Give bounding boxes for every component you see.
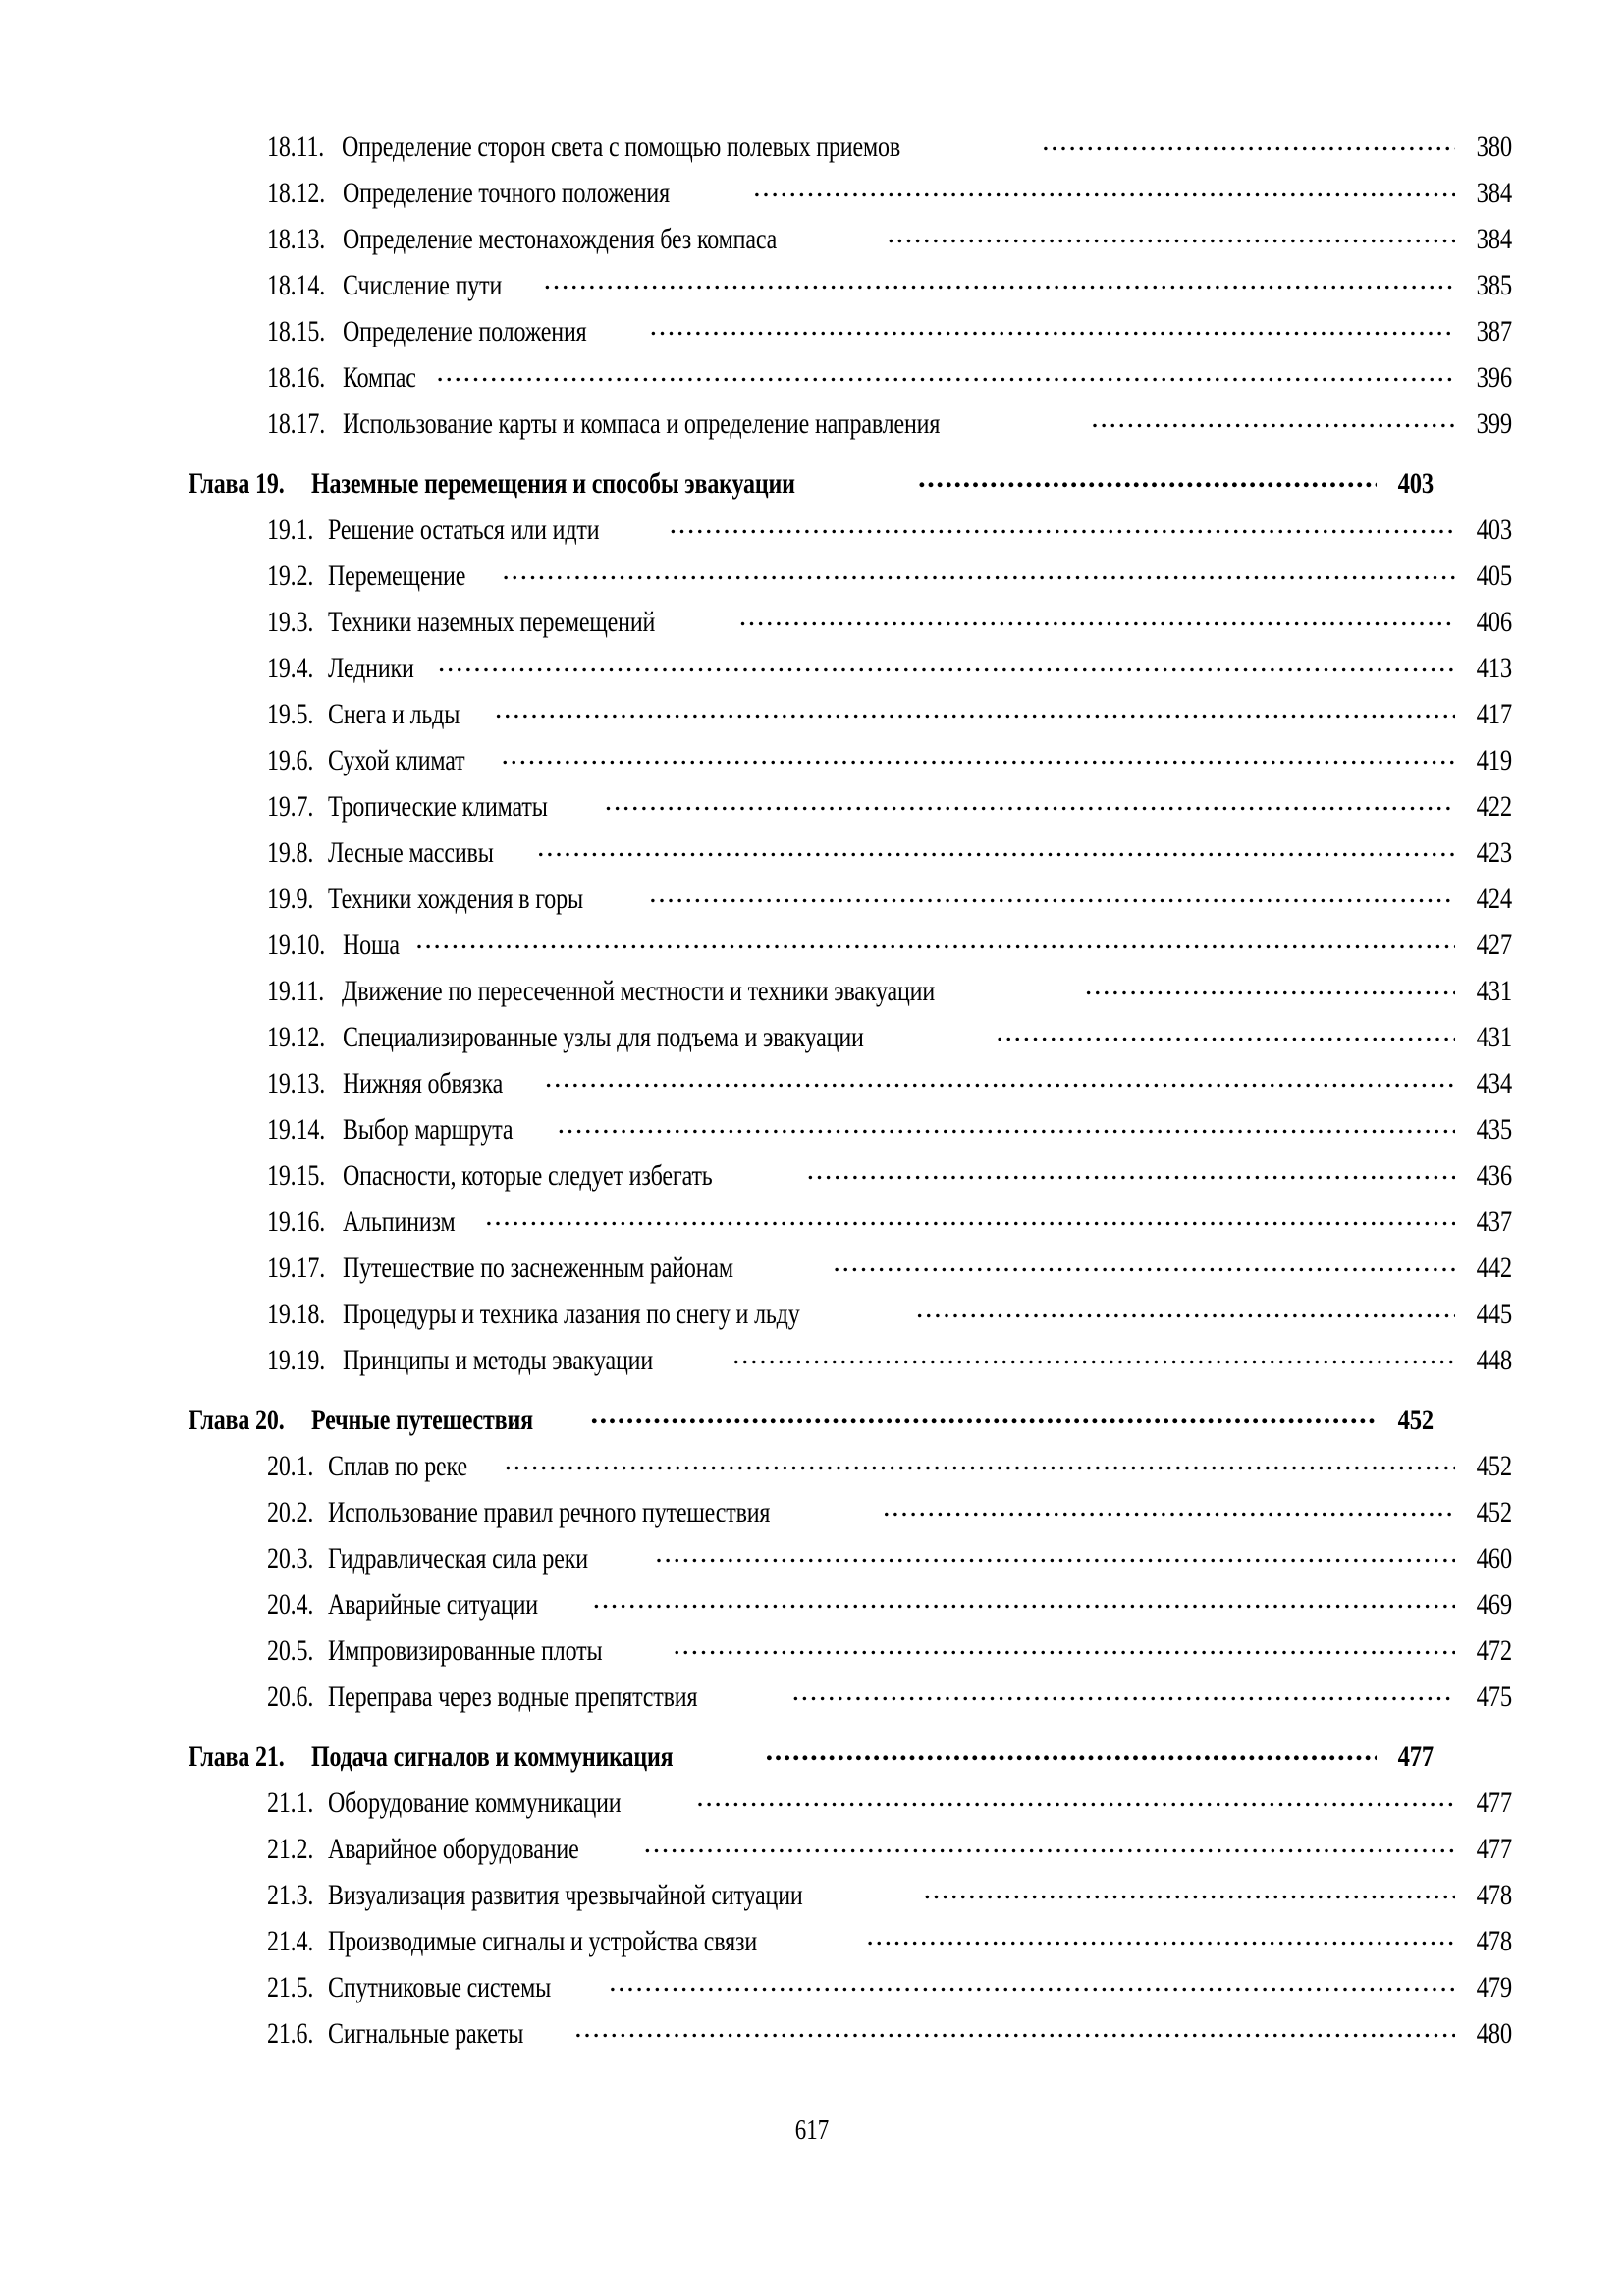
toc-entry-number: 19.19. xyxy=(267,1344,326,1376)
toc-entry-row[interactable] xyxy=(189,645,1512,691)
toc-entry-label: Подача сигналов и коммуникация xyxy=(311,1740,674,1773)
toc-entry-label: Определение точного положения xyxy=(342,177,670,209)
toc-entry-label: Принципы и методы эвакуации xyxy=(342,1344,653,1376)
toc-entry-row[interactable] xyxy=(189,1337,1512,1383)
toc-entry-label: Определение положения xyxy=(342,315,587,347)
toc-entry-page-number: 452 xyxy=(1476,1450,1512,1482)
toc-entry-page-number: 477 xyxy=(1476,1787,1512,1819)
toc-entry-page-number: 452 xyxy=(1476,1496,1512,1528)
toc-entry-page-number: 460 xyxy=(1476,1542,1512,1575)
toc-entry-label: Сигнальные ракеты xyxy=(328,2017,524,2050)
toc-entry-page-number: 387 xyxy=(1476,315,1512,347)
toc-entry-label: Процедуры и техника лазания по снегу и льду xyxy=(342,1298,800,1330)
toc-dot-leader xyxy=(609,1967,1455,1997)
toc-entry-number: 19.9. xyxy=(267,882,314,915)
toc-entry-number: 20.4. xyxy=(267,1588,314,1621)
toc-entry-number: 19.12. xyxy=(267,1021,326,1053)
toc-entry-number: 21.4. xyxy=(267,1925,314,1957)
toc-entry-number: 19.16. xyxy=(267,1205,326,1238)
toc-entry-row[interactable] xyxy=(189,1581,1512,1628)
toc-entry-number: 19.8. xyxy=(267,836,314,869)
toc-entry-page-number: 384 xyxy=(1476,223,1512,255)
toc-entry-number: 18.14. xyxy=(267,269,326,301)
toc-entry-page-number: 380 xyxy=(1476,131,1512,163)
toc-entry-page-number: 405 xyxy=(1476,560,1512,592)
toc-entry-page-number: 417 xyxy=(1476,698,1512,730)
toc-entry-label: Импровизированные плоты xyxy=(328,1634,603,1667)
toc-entry-page-number: 445 xyxy=(1476,1298,1512,1330)
toc-dot-leader xyxy=(591,1400,1377,1429)
toc-entry-label: Использование правил речного путешествия xyxy=(328,1496,771,1528)
toc-entry-page-number: 475 xyxy=(1476,1681,1512,1713)
toc-entry-page-number: 477 xyxy=(1476,1833,1512,1865)
toc-entry-row[interactable] xyxy=(189,1918,1512,1964)
toc-entry-number: Глава 19. xyxy=(189,467,285,500)
toc-entry-number: 19.15. xyxy=(267,1159,326,1192)
toc-entry-page-number: 477 xyxy=(1397,1740,1434,1773)
toc-entry-row[interactable] xyxy=(189,1489,1512,1535)
toc-entry-label: Определение местонахождения без компаса xyxy=(342,223,778,255)
toc-entry-number: 19.7. xyxy=(267,790,314,823)
toc-entry-row[interactable] xyxy=(189,1780,1512,1826)
toc-entry-label: Сухой климат xyxy=(328,744,465,776)
toc-entry-row[interactable] xyxy=(189,783,1512,829)
toc-entry-label: Снега и льды xyxy=(328,698,460,730)
toc-entry-label: Выбор маршрута xyxy=(342,1113,514,1146)
toc-entry-label: Аварийные ситуации xyxy=(328,1588,539,1621)
toc-entry-row[interactable] xyxy=(189,124,1512,170)
toc-dot-leader xyxy=(436,357,1455,387)
toc-entry-number: 19.2. xyxy=(267,560,314,592)
toc-entry-row[interactable] xyxy=(189,262,1512,308)
toc-entry-row[interactable] xyxy=(189,1152,1512,1199)
toc-entry-row[interactable] xyxy=(189,216,1512,262)
toc-entry-number: 18.12. xyxy=(267,177,326,209)
toc-entry-number: 20.1. xyxy=(267,1450,314,1482)
toc-entry-label: Переправа через водные препятствия xyxy=(328,1681,698,1713)
page-folio-number: 617 xyxy=(794,2115,830,2146)
toc-dot-leader xyxy=(644,1829,1455,1858)
toc-dot-leader xyxy=(649,879,1455,908)
toc-entry-number: 19.14. xyxy=(267,1113,326,1146)
toc-entry-number: 19.13. xyxy=(267,1067,326,1099)
toc-dot-leader xyxy=(593,1584,1455,1614)
toc-entry-label: Ледники xyxy=(328,652,414,684)
toc-entry-row[interactable] xyxy=(189,553,1512,599)
toc-entry-row[interactable] xyxy=(189,968,1512,1014)
toc-entry-number: 19.1. xyxy=(267,513,314,546)
toc-entry-label: Лесные массивы xyxy=(328,836,494,869)
toc-entry-number: 20.2. xyxy=(267,1496,314,1528)
toc-entry-number: 21.3. xyxy=(267,1879,314,1911)
toc-entry-number: 19.4. xyxy=(267,652,314,684)
toc-entry-row[interactable] xyxy=(189,829,1512,876)
toc-dot-leader xyxy=(1042,127,1455,156)
toc-entry-page-number: 403 xyxy=(1397,467,1434,500)
toc-entry-label: Альпинизм xyxy=(342,1205,456,1238)
toc-entry-page-number: 479 xyxy=(1476,1971,1512,2003)
toc-entry-row[interactable] xyxy=(189,308,1512,354)
toc-dot-leader xyxy=(438,648,1455,677)
toc-dot-leader xyxy=(792,1677,1455,1706)
toc-entry-row[interactable] xyxy=(189,1443,1512,1489)
toc-entry-row[interactable] xyxy=(189,876,1512,922)
toc-entry-label: Счисление пути xyxy=(342,269,503,301)
toc-entry-number: 21.5. xyxy=(267,1971,314,2003)
toc-entry-row[interactable] xyxy=(189,1060,1512,1106)
toc-entry-number: 19.5. xyxy=(267,698,314,730)
toc-entry-number: 18.13. xyxy=(267,223,326,255)
toc-dot-leader xyxy=(605,786,1455,816)
toc-entry-row[interactable] xyxy=(189,400,1512,447)
toc-entry-page-number: 396 xyxy=(1476,361,1512,394)
toc-dot-leader xyxy=(574,2013,1455,2043)
toc-entry-label: Тропические климаты xyxy=(328,790,548,823)
toc-entry-page-number: 435 xyxy=(1476,1113,1512,1146)
toc-dot-leader xyxy=(495,694,1455,723)
toc-entry-page-number: 419 xyxy=(1476,744,1512,776)
toc-entry-row[interactable] xyxy=(189,922,1512,968)
toc-dot-leader xyxy=(924,1875,1455,1904)
toc-entry-label: Определение сторон света с помощью полевых приемов xyxy=(341,131,900,163)
toc-entry-page-number: 480 xyxy=(1476,2017,1512,2050)
toc-dot-leader xyxy=(673,1630,1455,1660)
toc-dot-leader xyxy=(502,556,1455,585)
toc-entry-number: 19.10. xyxy=(267,929,326,961)
toc-entry-row[interactable] xyxy=(189,1872,1512,1918)
toc-entry-number: Глава 21. xyxy=(189,1740,285,1773)
toc-entry-page-number: 423 xyxy=(1476,836,1512,869)
toc-entry-page-number: 431 xyxy=(1476,1021,1512,1053)
toc-entry-page-number: 399 xyxy=(1476,407,1512,440)
toc-entry-page-number: 436 xyxy=(1476,1159,1512,1192)
toc-entry-label: Сплав по реке xyxy=(328,1450,468,1482)
toc-dot-leader xyxy=(544,265,1455,294)
toc-entry-number: 19.6. xyxy=(267,744,314,776)
toc-entry-row[interactable] xyxy=(189,1014,1512,1060)
toc-entry-number: 19.11. xyxy=(267,975,325,1007)
toc-dot-leader xyxy=(739,602,1455,631)
toc-entry-page-number: 424 xyxy=(1476,882,1512,915)
toc-entry-label: Аварийное оборудование xyxy=(328,1833,579,1865)
toc-entry-label: Компас xyxy=(342,361,416,394)
toc-dot-leader xyxy=(883,1492,1455,1522)
toc-entry-row[interactable] xyxy=(189,1106,1512,1152)
toc-dot-leader xyxy=(415,925,1455,954)
toc-entry-row[interactable] xyxy=(189,691,1512,737)
page-folio xyxy=(0,2115,1624,2147)
toc-entry-label: Движение по пересеченной местности и техники эвакуации xyxy=(341,975,935,1007)
toc-entry-label: Речные путешествия xyxy=(311,1404,534,1436)
toc-entry-page-number: 452 xyxy=(1397,1404,1434,1436)
toc-entry-page-number: 469 xyxy=(1476,1588,1512,1621)
toc-entry-number: 20.3. xyxy=(267,1542,314,1575)
toc-entry-label: Техники хождения в горы xyxy=(328,882,584,915)
toc-dot-leader xyxy=(918,463,1377,493)
toc-entry-number: 19.17. xyxy=(267,1252,326,1284)
toc-entry-page-number: 442 xyxy=(1476,1252,1512,1284)
toc-entry-label: Спутниковые системы xyxy=(328,1971,552,2003)
toc-entry-page-number: 431 xyxy=(1476,975,1512,1007)
toc-dot-leader xyxy=(1091,403,1455,433)
toc-dot-leader xyxy=(545,1063,1455,1093)
toc-entry-row[interactable] xyxy=(189,1199,1512,1245)
toc-dot-leader xyxy=(696,1783,1455,1812)
toc-entry-number: 21.1. xyxy=(267,1787,314,1819)
toc-entry-row[interactable] xyxy=(189,1674,1512,1720)
toc-entry-page-number: 437 xyxy=(1476,1205,1512,1238)
toc-entry-row[interactable] xyxy=(189,1964,1512,2010)
toc-entry-number: 18.15. xyxy=(267,315,326,347)
toc-entry-page-number: 472 xyxy=(1476,1634,1512,1667)
toc-entry-label: Перемещение xyxy=(328,560,466,592)
toc-entry-label: Опасности, которые следует избегать xyxy=(342,1159,713,1192)
toc-entry-row[interactable] xyxy=(189,2010,1512,2056)
toc-entry-page-number: 478 xyxy=(1476,1925,1512,1957)
toc-entry-label: Визуализация развития чрезвычайной ситуации xyxy=(328,1879,803,1911)
toc-entry-page-number: 413 xyxy=(1476,652,1512,684)
toc-entry-page-number: 385 xyxy=(1476,269,1512,301)
toc-dot-leader xyxy=(505,1446,1455,1475)
toc-dot-leader xyxy=(888,219,1455,248)
toc-entry-row[interactable] xyxy=(189,1628,1512,1674)
toc-entry-number: 19.3. xyxy=(267,606,314,638)
toc-entry-page-number: 384 xyxy=(1476,177,1512,209)
toc-entry-label: Техники наземных перемещений xyxy=(328,606,656,638)
toc-entry-row[interactable] xyxy=(189,170,1512,216)
toc-entry-page-number: 422 xyxy=(1476,790,1512,823)
toc-entry-label: Путешествие по заснеженным районам xyxy=(342,1252,733,1284)
toc-entry-row[interactable] xyxy=(189,507,1512,553)
toc-entry-number: 21.6. xyxy=(267,2017,314,2050)
toc-entry-page-number: 434 xyxy=(1476,1067,1512,1099)
toc-dot-leader xyxy=(537,832,1455,862)
toc-entry-number: 18.16. xyxy=(267,361,326,394)
toc-chapter-row[interactable] xyxy=(189,1734,1434,1780)
toc-dot-leader xyxy=(807,1155,1455,1185)
toc-chapter-row[interactable] xyxy=(189,460,1434,507)
toc-entry-label: Нижняя обвязка xyxy=(342,1067,504,1099)
toc-entry-number: Глава 20. xyxy=(189,1404,285,1436)
toc-dot-leader xyxy=(996,1017,1455,1046)
toc-entry-number: 20.6. xyxy=(267,1681,314,1713)
toc-dot-leader xyxy=(866,1921,1455,1950)
toc-entry-number: 19.18. xyxy=(267,1298,326,1330)
toc-entry-number: 20.5. xyxy=(267,1634,314,1667)
toc-dot-leader xyxy=(558,1109,1455,1139)
toc-entry-page-number: 403 xyxy=(1476,513,1512,546)
toc-entry-row[interactable] xyxy=(189,599,1512,645)
toc-entry-label: Наземные перемещения и способы эвакуации xyxy=(311,467,795,500)
toc-dot-leader xyxy=(916,1294,1455,1323)
toc-entry-label: Использование карты и компаса и определение направления xyxy=(342,407,941,440)
toc-dot-leader xyxy=(670,509,1455,539)
toc-chapter-row[interactable] xyxy=(189,1397,1434,1443)
toc-entry-row[interactable] xyxy=(189,737,1512,783)
toc-entry-number: 21.2. xyxy=(267,1833,314,1865)
toc-entry-label: Ноша xyxy=(342,929,400,961)
toc-entry-row[interactable] xyxy=(189,1826,1512,1872)
table-of-contents xyxy=(189,124,1512,2056)
toc-entry-page-number: 448 xyxy=(1476,1344,1512,1376)
toc-entry-row[interactable] xyxy=(189,354,1512,400)
toc-dot-leader xyxy=(766,1736,1377,1766)
toc-entry-page-number: 478 xyxy=(1476,1879,1512,1911)
toc-entry-number: 18.17. xyxy=(267,407,326,440)
toc-dot-leader xyxy=(732,1340,1455,1369)
toc-entry-label: Решение остаться или идти xyxy=(328,513,600,546)
toc-entry-number: 18.11. xyxy=(267,131,325,163)
toc-entry-label: Гидравлическая сила реки xyxy=(328,1542,589,1575)
toc-entry-label: Специализированные узлы для подъема и эвакуации xyxy=(342,1021,864,1053)
toc-dot-leader xyxy=(655,1538,1455,1568)
toc-entry-row[interactable] xyxy=(189,1291,1512,1337)
toc-dot-leader xyxy=(485,1201,1455,1231)
toc-entry-row[interactable] xyxy=(189,1535,1512,1581)
toc-dot-leader xyxy=(501,740,1455,770)
toc-dot-leader xyxy=(1085,971,1455,1000)
toc-dot-leader xyxy=(650,311,1455,341)
toc-entry-label: Оборудование коммуникации xyxy=(328,1787,622,1819)
toc-dot-leader xyxy=(833,1248,1455,1277)
toc-dot-leader xyxy=(753,173,1455,202)
toc-entry-label: Производимые сигналы и устройства связи xyxy=(328,1925,758,1957)
toc-entry-row[interactable] xyxy=(189,1245,1512,1291)
toc-entry-page-number: 406 xyxy=(1476,606,1512,638)
toc-entry-page-number: 427 xyxy=(1476,929,1512,961)
